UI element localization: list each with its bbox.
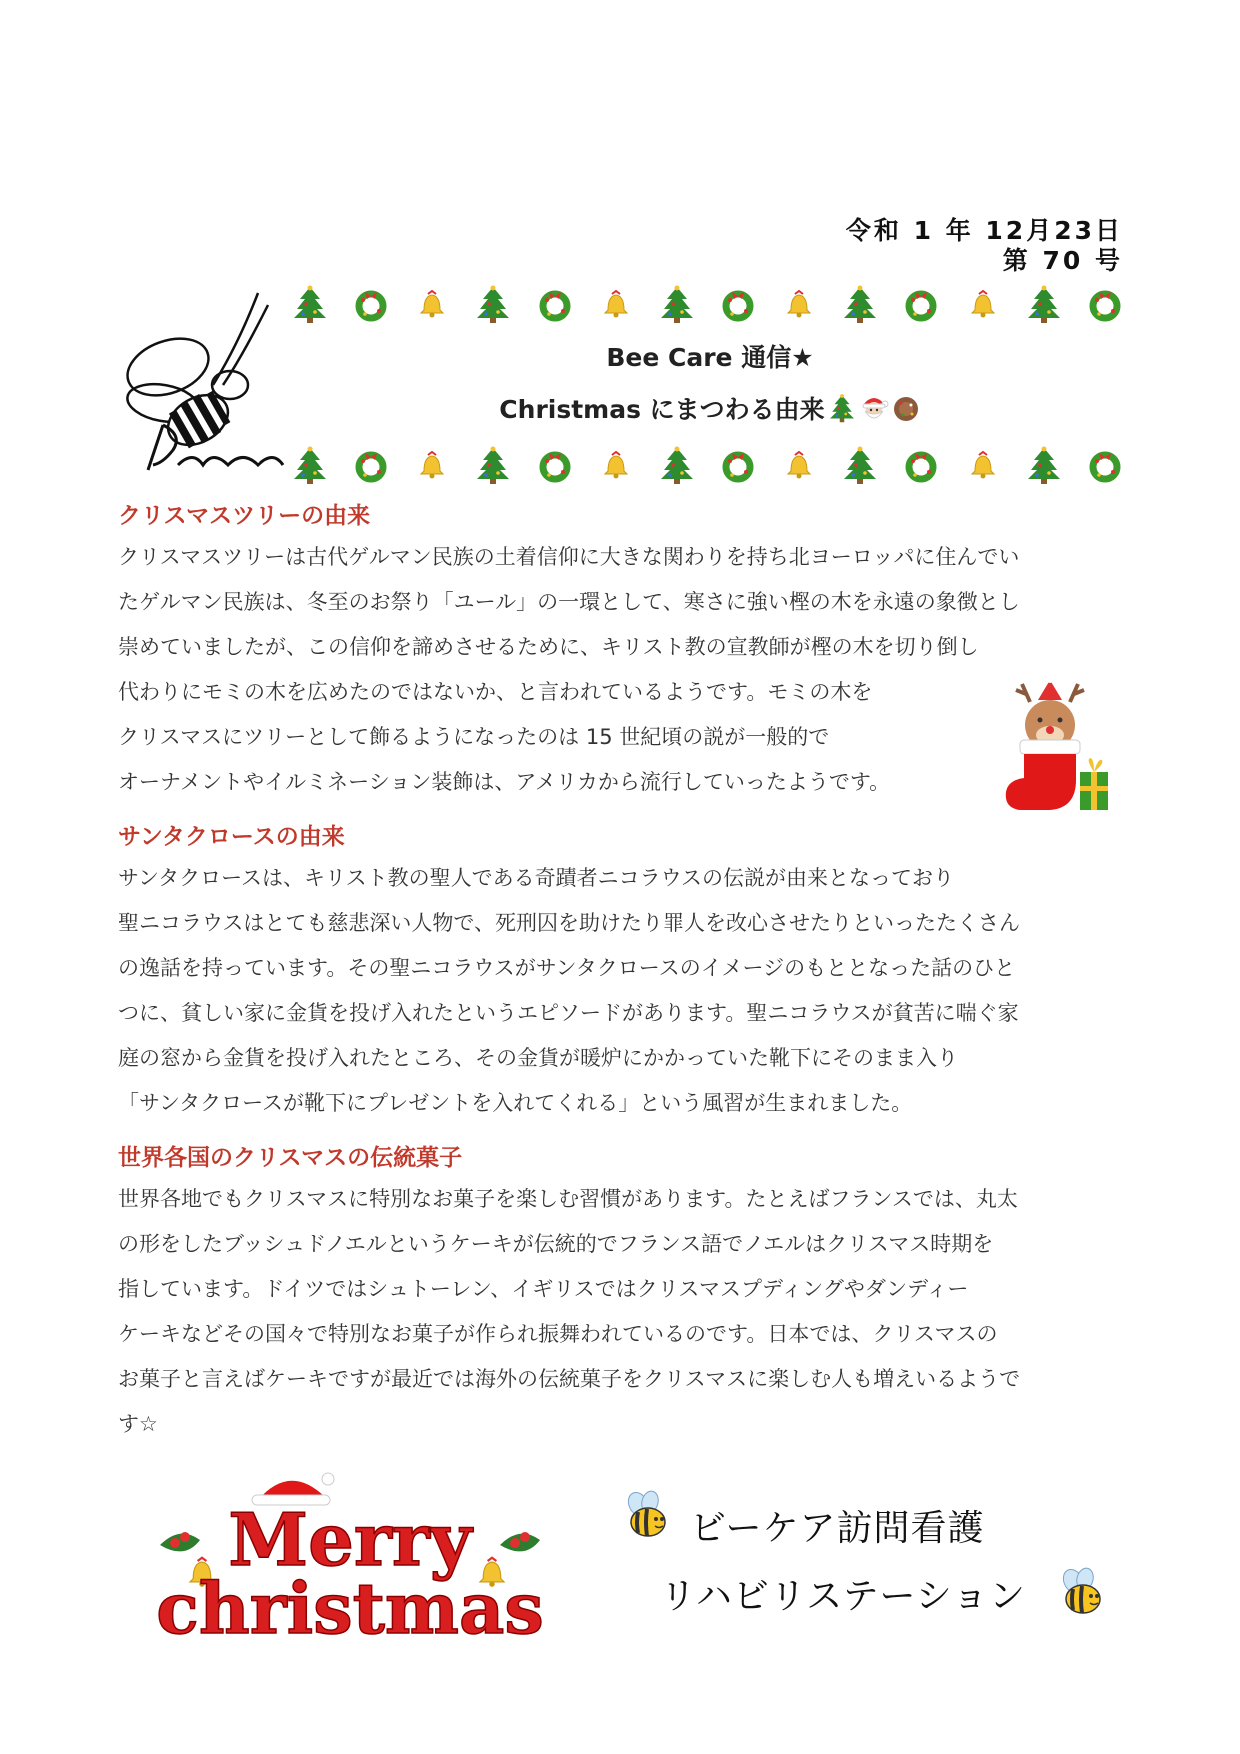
bee-icon [620, 1488, 676, 1544]
paragraph-line: 崇めていましたが、この信仰を諦めさせるために、キリスト教の宣教師が樫の木を切り倒し [118, 635, 979, 659]
wreath-icon [901, 284, 941, 324]
christmas-tree-icon [827, 393, 857, 423]
christmas-tree-icon [840, 445, 880, 485]
logo-text: Bee [258, 463, 260, 464]
section-body-tree [118, 535, 1118, 805]
section-heading-sweets: 世界各国のクリスマスの伝統菓子 [118, 1145, 463, 1171]
paragraph-line: 代わりにモミの木を広めたのではないか、と言われているようです。モミの木を [118, 680, 873, 704]
date-header [846, 216, 1123, 276]
paragraph-line: クリスマスツリーは古代ゲルマン民族の土着信仰に大きな関わりを持ち北ヨーロッパに住んでい [118, 545, 1020, 569]
christmas-tree-icon [473, 284, 513, 324]
paragraph-line: 庭の窓から金貨を投げ入れたところ、その金貨が暖炉にかかっていた靴下にそのまま入り [118, 1046, 958, 1070]
bee-icon [1055, 1565, 1111, 1621]
paragraph-line: す☆ [118, 1412, 158, 1436]
christmas-tree-icon [473, 445, 513, 485]
paragraph-line: ケーキなどその国々で特別なお菓子が作られ振舞われているのです。日本では、クリスマスの [118, 1322, 998, 1346]
section-body-santa [118, 856, 1118, 1126]
bee-logo [118, 285, 298, 480]
paragraph-line: 「サンタクロースが靴下にプレゼントを入れてくれる」という風習が生まれました。 [118, 1091, 913, 1115]
paragraph-line: オーナメントやイルミネーション装飾は、アメリカから流行していったようです。 [118, 770, 891, 794]
section-body-sweets [118, 1177, 1118, 1447]
wreath-icon [535, 284, 575, 324]
cake-icon [891, 393, 921, 423]
bell-icon [963, 284, 1003, 324]
merry-word: Merry [228, 1497, 472, 1582]
wreath-icon [351, 445, 391, 485]
wreath-icon [901, 445, 941, 485]
christmas-tree-icon [1024, 284, 1064, 324]
company-name-line1: ビーケア訪問看護 [690, 1508, 985, 1549]
paragraph-line: 指しています。ドイツではシュトーレン、イギリスではクリスマスプディングやダンディー [118, 1277, 969, 1301]
santa-icon [859, 393, 889, 423]
merry-christmas-logo [140, 1465, 560, 1645]
paragraph-line: お菓子と言えばケーキですが最近では海外の伝統菓子をクリスマスに楽しむ人も増えいるようで [118, 1367, 1021, 1391]
christmas-tree-icon [657, 284, 697, 324]
bell-icon [412, 445, 452, 485]
issue-number: 第 70 号 [1002, 246, 1123, 275]
newsletter-subtitle [470, 390, 950, 426]
company-name-line2: リハビリステーション [660, 1576, 1027, 1617]
section-heading-tree: クリスマスツリーの由来 [118, 503, 371, 529]
bell-icon [963, 445, 1003, 485]
paragraph-line: たゲルマン民族は、冬至のお祭り「ユール」の一環として、寒さに強い樫の木を永遠の象徴とし [118, 590, 1020, 614]
bell-icon [412, 284, 452, 324]
section-heading-santa: サンタクロースの由来 [118, 824, 345, 850]
paragraph-line: クリスマスにツリーとして飾るようになったのは 15 世紀頃の説が一般的で [118, 725, 830, 749]
paragraph-line: の逸話を持っています。その聖ニコラウスがサンタクロースのイメージのもととなった話のひと [118, 956, 1016, 980]
date: 令和 1 年 12月23日 [845, 216, 1123, 245]
wreath-icon [718, 284, 758, 324]
decoration-row-top [290, 282, 1125, 326]
newsletter-title: Bee Care 通信★ [606, 343, 814, 372]
paragraph-line: の形をしたブッシュドノエルというケーキが伝統的でフランス語でノエルはクリスマス時期を [118, 1232, 994, 1256]
paragraph-line: 世界各地でもクリスマスに特別なお菓子を楽しむ習慣があります。たとえばフランスでは、丸太 [118, 1187, 1018, 1211]
christmas-word: christmas [156, 1567, 544, 1645]
paragraph-line: つに、貧しい家に金貨を投げ入れたというエピソードがあります。聖ニコラウスが貧苦に喘ぐ家 [118, 1001, 1019, 1025]
subtitle-text: Christmas にまつわる由来 [499, 395, 825, 424]
wreath-icon [718, 445, 758, 485]
bell-icon [779, 284, 819, 324]
decoration-row-bottom [290, 443, 1125, 487]
wreath-icon [535, 445, 575, 485]
bell-icon [596, 445, 636, 485]
paragraph-line: 聖ニコラウスはとても慈悲深い人物で、死刑囚を助けたり罪人を改心させたりといったたくさん [118, 911, 1020, 935]
wreath-icon [1085, 284, 1125, 324]
paragraph-line: サンタクロースは、キリスト教の聖人である奇蹟者ニコラウスの伝説が由来となっており [118, 866, 955, 890]
bell-icon [596, 284, 636, 324]
wreath-icon [1085, 445, 1125, 485]
christmas-tree-icon [840, 284, 880, 324]
christmas-tree-icon [290, 445, 330, 485]
reindeer-icon [990, 680, 1115, 820]
christmas-tree-icon [657, 445, 697, 485]
wreath-icon [351, 284, 391, 324]
christmas-tree-icon [1024, 445, 1064, 485]
bell-icon [779, 445, 819, 485]
